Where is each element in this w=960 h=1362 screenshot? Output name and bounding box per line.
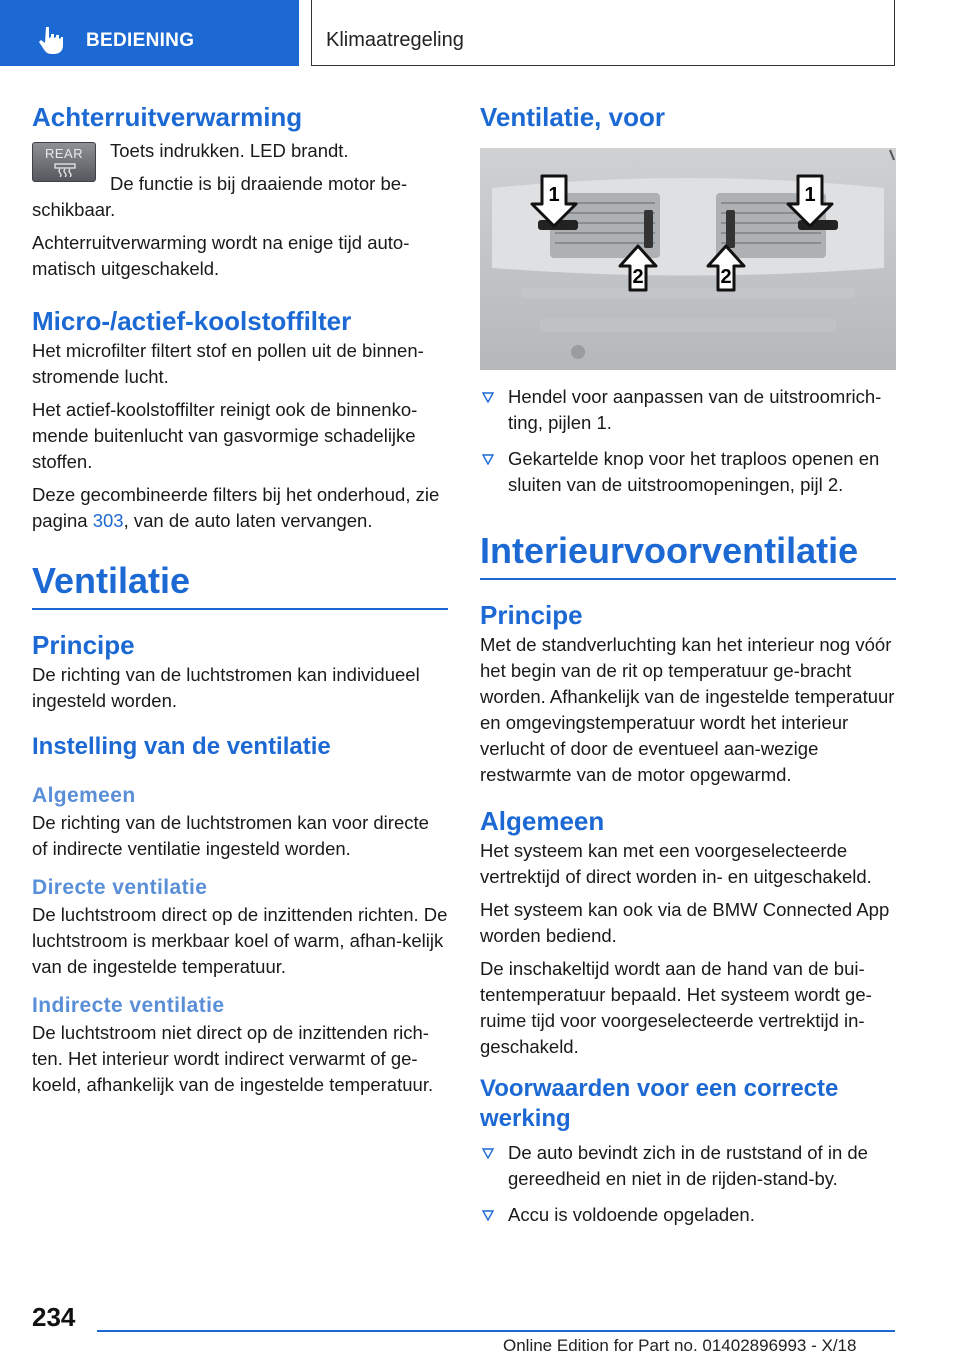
list-item: [480, 384, 896, 436]
list-item-text: Gekartelde knop voor het traploos openen en sluiten van de uitstroomopeningen, pijl 2.: [508, 448, 880, 495]
list-item: [480, 446, 896, 498]
paragraph: [32, 482, 448, 534]
list-item: [480, 1202, 896, 1228]
triangle-bullet-icon: [482, 1148, 494, 1159]
paragraph: De inschakeltijd wordt aan de hand van de bui-tentemperatuur bepaald. Het systeem wordt ge-ruime tijd voor voorgeselecteerde vertrektijd in-geschakeld.: [480, 957, 872, 1057]
paragraph: De richting van de luchtstromen kan individueel ingesteld worden.: [32, 663, 420, 711]
triangle-bullet-icon: [482, 454, 494, 465]
heading-voorwaarden: Voorwaarden voor een correcte werking: [480, 1074, 839, 1132]
chapter-tab[interactable]: [0, 0, 299, 66]
callout-1-right: 1: [804, 184, 816, 206]
triangle-bullet-icon: [482, 1210, 494, 1221]
paragraph: De luchtstroom niet direct op de inzittenden rich-ten. Het interieur wordt indirect verwarmt of ge-koeld, afhankelijk van de ingestelde temperatuur.: [32, 1021, 434, 1095]
heading-principe: Principe: [32, 629, 135, 660]
callout-1-left: 1: [548, 184, 560, 206]
callout-2-left: 2: [632, 266, 644, 288]
list-item-text: Hendel voor aanpassen van de uitstroomrich-ting, pijlen 1.: [508, 386, 882, 433]
paragraph: De richting van de luchtstromen kan voor directe of indirecte ventilatie ingesteld worden.: [32, 811, 429, 859]
text-span: Deze gecombineerde filters bij het onderhoud, zie pagina: [32, 484, 440, 531]
page-number: 234: [32, 1302, 76, 1332]
paragraph: Het actief-koolstoffilter reinigt ook de binnenko-mende buitenlucht van gasvormige schadelijke stoffen.: [32, 399, 418, 472]
text-span: , van de auto laten vervangen.: [123, 510, 373, 531]
paragraph: Het microfilter filtert stof en pollen uit de binnen-stromende lucht.: [32, 340, 424, 387]
rear-button-label: REAR: [45, 146, 84, 161]
left-column: [32, 100, 448, 1105]
list-item-text: De auto bevindt zich in de ruststand of in de gereedheid en niet in de rijden-stand-by.: [508, 1141, 868, 1189]
paragraph: Het systeem kan ook via de BMW Connected App worden bediend.: [480, 898, 890, 946]
list-item-text: Accu is voldoende opgeladen.: [508, 1203, 755, 1225]
heading-rule: [32, 608, 448, 610]
paragraph: Met de standverluchting kan het interieur nog vóór het begin van de rit op temperatuur ge-bracht worden. Afhankelijk van de ingestelde temperatuur en omgevingstemperatuur wordt het interieur verlucht of door de eventueel aan-wezige restwarmte van de motor opgewarmd.: [480, 633, 895, 785]
heading-algemeen: Algemeen: [32, 783, 136, 807]
heading-instelling: Instelling van de ventilatie: [32, 732, 331, 760]
heading-ventilatie: Ventilatie: [32, 560, 191, 601]
callout-2-right: 2: [720, 266, 732, 288]
heading-algemeen-right: Algemeen: [480, 805, 605, 836]
voorwaarden-list: [480, 1140, 896, 1228]
heading-achterruitverwarming: Achterruitverwarming: [32, 102, 303, 132]
rear-defrost-icon: [53, 163, 77, 177]
rear-button-block: [32, 134, 448, 230]
right-column: [480, 100, 896, 1238]
hand-pointer-icon: [38, 26, 64, 54]
heading-rule: [480, 578, 896, 580]
paragraph: Achterruitverwarming wordt na enige tijd auto-matisch uitgeschakeld.: [32, 232, 410, 279]
heading-ventilatie-voor: Ventilatie, voor: [480, 102, 665, 132]
vent-voor-list: [480, 384, 896, 498]
section-title: Klimaatregeling: [326, 29, 464, 51]
footer-rule: [97, 1330, 895, 1332]
heading-filter: Micro-/actief-koolstoffilter: [32, 306, 352, 336]
heading-indirecte-ventilatie: Indirecte ventilatie: [32, 993, 225, 1017]
triangle-bullet-icon: [482, 392, 494, 403]
paragraph: De functie is bij draaiende motor be-schikbaar.: [32, 173, 408, 220]
heading-interieurvoorventilatie: Interieurvoorventilatie: [480, 530, 859, 571]
chapter-tab-label: BEDIENING: [86, 30, 195, 51]
paragraph: Toets indrukken. LED brandt.: [110, 140, 349, 161]
section-header: [311, 0, 895, 66]
list-item: [480, 1140, 896, 1192]
edition-text: Online Edition for Part no. 01402896993 - X/18: [503, 1336, 857, 1355]
rear-defrost-button-image: [32, 142, 96, 182]
heading-directe-ventilatie: Directe ventilatie: [32, 875, 208, 899]
paragraph: Het systeem kan met een voorgeselecteerde vertrektijd of direct worden in- en uitgeschakeld.: [480, 839, 872, 887]
page-link[interactable]: 303: [92, 510, 124, 531]
vent-photo: [480, 148, 896, 370]
heading-principe-right: Principe: [480, 599, 583, 630]
paragraph: De luchtstroom direct op de inzittenden richten. De luchtstroom is merkbaar koel of warm, afhan-kelijk van de ingestelde temperatuur.: [32, 903, 448, 977]
